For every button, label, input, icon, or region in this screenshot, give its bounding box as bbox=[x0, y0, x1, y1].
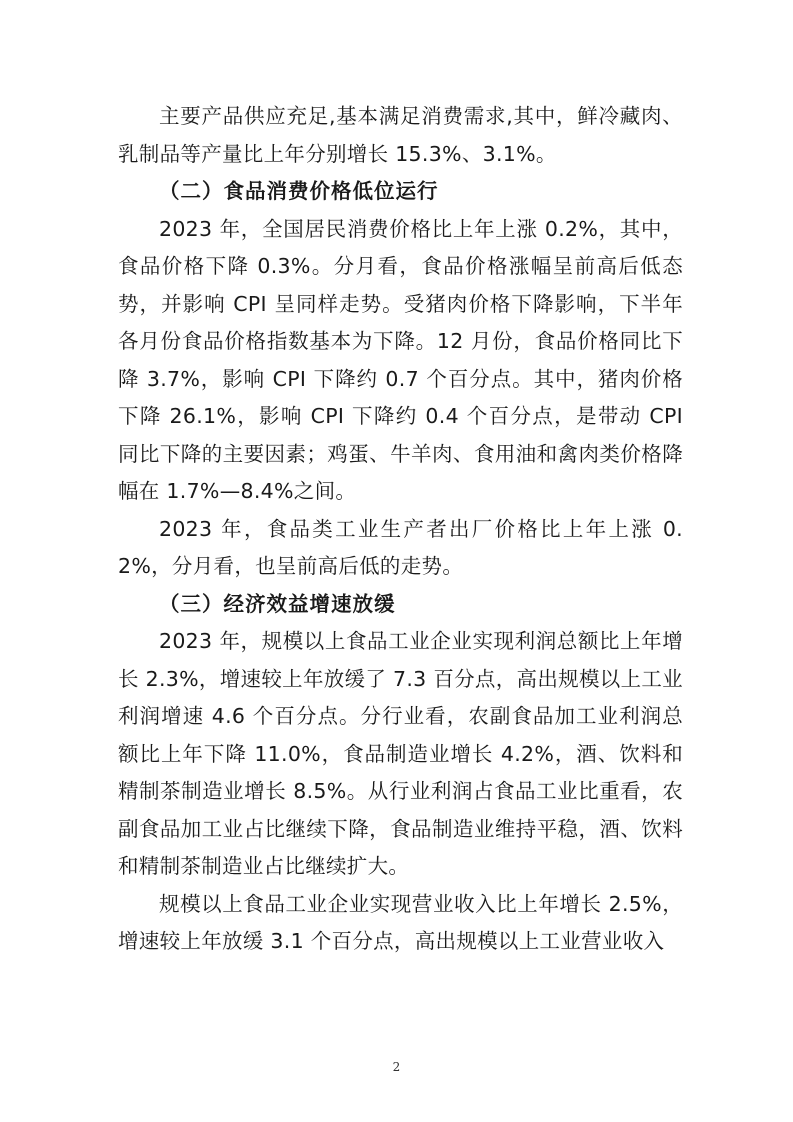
document-body bbox=[118, 98, 683, 961]
body-paragraph: 规模以上食品工业企业实现营业收入比上年增长 2.5%，增速较上年放缓 3.1 个百分点，高出规模以上工业营业收入 bbox=[118, 891, 683, 953]
body-paragraph: 2023 年，规模以上食品工业企业实现利润总额比上年增长 2.3%，增速较上年放缓了 7.3 百分点，高出规模以上工业利润增速 4.6 个百分点。分行业看，农副食品加工业利润总额比上年下降 11.0%，食品制造业增长 4.2%，酒、饮料和精制茶制造业增长 8.5%。从行业利润占食品工业比重看，农副食品加工业占比继续下降，食品制造业维持平稳，酒、饮料和精制茶制造业占比继续扩大。 bbox=[118, 629, 683, 878]
section-heading: （三）经济效益增速放缓 bbox=[159, 591, 396, 616]
section-heading: （二）食品消费价格低位运行 bbox=[159, 179, 439, 203]
body-paragraph: 2023 年，食品类工业生产者出厂价格比上年上涨 0.2%，分月看，也呈前高后低的走势。 bbox=[118, 516, 683, 578]
body-paragraph: 主要产品供应充足,基本满足消费需求,其中，鲜冷藏肉、乳制品等产量比上年分别增长 15.3%、3.1%。 bbox=[118, 104, 683, 166]
page-number: 2 bbox=[392, 1060, 401, 1074]
body-paragraph: 2023 年，全国居民消费价格比上年上涨 0.2%，其中，食品价格下降 0.3%。分月看，食品价格涨幅呈前高后低态势，并影响 CPI 呈同样走势。受猪肉价格下降影响，下半年各月份食品价格指数基本为下降。12 月份，食品价格同比下降 3.7%，影响 CPI 下降约 0.7 个百分点。其中，猪肉价格下降 26.1%，影响 CPI 下降约 0.4 个百分点，是带动 CPI 同比下降的主要因素；鸡蛋、牛羊肉、食用油和禽肉类价格降幅在 1.7%—8.4%之间。 bbox=[118, 216, 683, 503]
